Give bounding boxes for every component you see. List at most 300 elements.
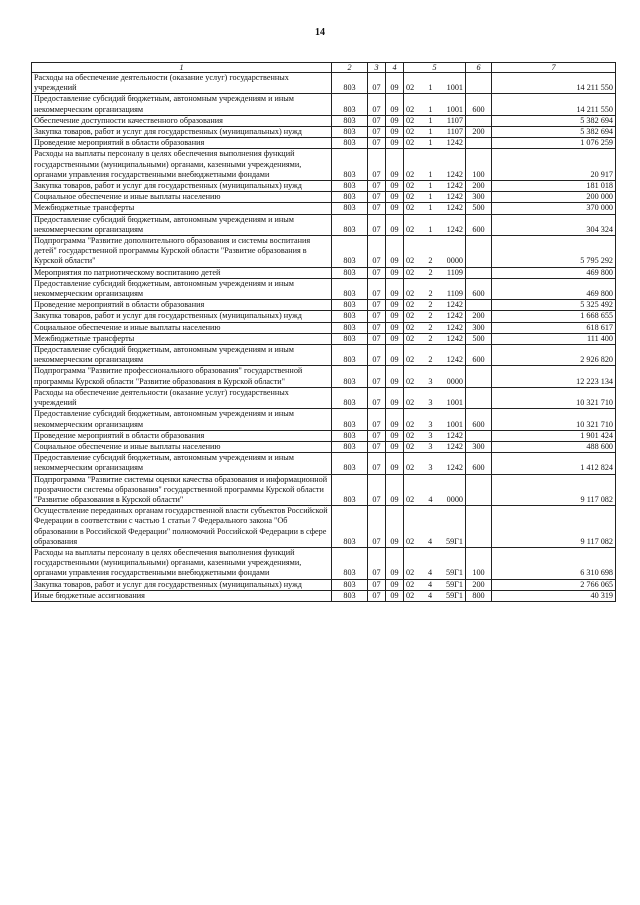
- amount: 10 321 710: [492, 409, 616, 430]
- amount: 111 400: [492, 333, 616, 344]
- table-row: [32, 345, 616, 366]
- row-name: Социальное обеспечение и иные выплаты населению: [32, 322, 332, 333]
- expense-type-code: 200: [466, 181, 492, 192]
- ministry-code: 803: [332, 579, 368, 590]
- target-article-code: [404, 236, 466, 268]
- table-row: [32, 181, 616, 192]
- row-name: Подпрограмма "Развитие профессионального образования" государственной программы Курской области "Развитие образования в Курской области": [32, 366, 332, 387]
- ministry-code: 803: [332, 453, 368, 474]
- subsection-code: 09: [386, 409, 404, 430]
- table-row: [32, 430, 616, 441]
- table-row: [32, 311, 616, 322]
- subsection-code: 09: [386, 345, 404, 366]
- expense-type-code: [466, 300, 492, 311]
- table-row: [32, 203, 616, 214]
- page-number: 14: [315, 27, 325, 38]
- section-code: 07: [368, 181, 386, 192]
- ministry-code: 803: [332, 366, 368, 387]
- subprogram-code: 2: [428, 300, 433, 310]
- section-code: 07: [368, 345, 386, 366]
- direction-code: 59Г1: [445, 536, 463, 546]
- row-name: Иные бюджетные ассигнования: [32, 590, 332, 601]
- row-name: Расходы на выплаты персоналу в целях обеспечения выполнения функций государственными (муниципальными) органами, казенными учреждениями, органами управления государственными внебюджетными фондами: [32, 149, 332, 181]
- target-article-code: [404, 115, 466, 126]
- program-code: 02: [406, 169, 415, 179]
- table-row: [32, 506, 616, 548]
- row-name: Расходы на обеспечение деятельности (оказание услуг) государственных учреждений: [32, 387, 332, 408]
- subsection-code: 09: [386, 300, 404, 311]
- subprogram-code: 1: [428, 169, 433, 179]
- ministry-code: 803: [332, 300, 368, 311]
- ministry-code: 803: [332, 590, 368, 601]
- table-row: [32, 590, 616, 601]
- direction-code: 1242: [446, 430, 463, 440]
- row-name: Межбюджетные трансферты: [32, 333, 332, 344]
- ministry-code: 803: [332, 127, 368, 138]
- target-article-code: [404, 579, 466, 590]
- ministry-code: 803: [332, 311, 368, 322]
- section-code: 07: [368, 192, 386, 203]
- amount: 1 412 824: [492, 453, 616, 474]
- row-name: Межбюджетные трансферты: [32, 203, 332, 214]
- subsection-code: 09: [386, 267, 404, 278]
- expense-type-code: 800: [466, 590, 492, 601]
- direction-code: 59Г1: [445, 590, 463, 600]
- subsection-code: 09: [386, 127, 404, 138]
- expense-type-code: [466, 506, 492, 548]
- subsection-code: 09: [386, 547, 404, 579]
- target-article-code: [404, 333, 466, 344]
- direction-code: 1242: [446, 355, 463, 365]
- amount: 5 382 694: [492, 115, 616, 126]
- table-row: [32, 547, 616, 579]
- direction-code: 1001: [446, 419, 463, 429]
- subprogram-code: 3: [428, 419, 433, 429]
- expense-type-code: 600: [466, 94, 492, 115]
- table-row: [32, 214, 616, 235]
- subprogram-code: 4: [428, 579, 433, 589]
- subsection-code: 09: [386, 579, 404, 590]
- ministry-code: 803: [332, 94, 368, 115]
- expense-type-code: [466, 236, 492, 268]
- direction-code: 1242: [446, 322, 463, 332]
- expense-type-code: 200: [466, 579, 492, 590]
- program-code: 02: [406, 181, 415, 191]
- subprogram-code: 4: [428, 494, 433, 504]
- section-code: 07: [368, 149, 386, 181]
- table-row: [32, 94, 616, 115]
- direction-code: 59Г1: [445, 579, 463, 589]
- subprogram-code: 1: [428, 104, 433, 114]
- program-code: 02: [406, 83, 415, 93]
- section-code: 07: [368, 278, 386, 299]
- program-code: 02: [406, 322, 415, 332]
- subprogram-code: 3: [428, 398, 433, 408]
- amount: 20 917: [492, 149, 616, 181]
- header-row: [32, 63, 616, 73]
- ministry-code: 803: [332, 203, 368, 214]
- section-code: 07: [368, 300, 386, 311]
- subsection-code: 09: [386, 430, 404, 441]
- amount: 14 211 550: [492, 73, 616, 94]
- subprogram-code: 1: [428, 203, 433, 213]
- program-code: 02: [406, 256, 415, 266]
- program-code: 02: [406, 267, 415, 277]
- row-name: Предоставление субсидий бюджетным, автономным учреждениям и иным некоммерческим организациям: [32, 278, 332, 299]
- expense-type-code: [466, 267, 492, 278]
- amount: 5 325 492: [492, 300, 616, 311]
- expense-type-code: 300: [466, 192, 492, 203]
- direction-code: 1109: [446, 267, 463, 277]
- amount: 9 117 082: [492, 506, 616, 548]
- section-code: 07: [368, 127, 386, 138]
- ministry-code: 803: [332, 409, 368, 430]
- direction-code: 1242: [446, 181, 463, 191]
- subprogram-code: 1: [428, 224, 433, 234]
- table-row: [32, 322, 616, 333]
- subsection-code: 09: [386, 278, 404, 299]
- program-code: 02: [406, 311, 415, 321]
- subprogram-code: 4: [428, 568, 433, 578]
- subprogram-code: 1: [428, 115, 433, 125]
- program-code: 02: [406, 138, 415, 148]
- section-code: 07: [368, 409, 386, 430]
- amount: 181 018: [492, 181, 616, 192]
- row-name: Закупка товаров, работ и услуг для государственных (муниципальных) нужд: [32, 181, 332, 192]
- table-row: [32, 127, 616, 138]
- ministry-code: 803: [332, 73, 368, 94]
- program-code: 02: [406, 590, 415, 600]
- section-code: 07: [368, 322, 386, 333]
- table-row: [32, 138, 616, 149]
- expense-type-code: 600: [466, 345, 492, 366]
- target-article-code: [404, 94, 466, 115]
- section-code: 07: [368, 333, 386, 344]
- expense-type-code: [466, 474, 492, 506]
- column-header: 7: [492, 63, 616, 73]
- subsection-code: 09: [386, 474, 404, 506]
- direction-code: 1001: [446, 83, 463, 93]
- subprogram-code: 3: [428, 463, 433, 473]
- subsection-code: 09: [386, 192, 404, 203]
- row-name: Предоставление субсидий бюджетным, автономным учреждениям и иным некоммерческим организациям: [32, 214, 332, 235]
- ministry-code: 803: [332, 387, 368, 408]
- direction-code: 1242: [446, 192, 463, 202]
- target-article-code: [404, 366, 466, 387]
- direction-code: 1242: [446, 463, 463, 473]
- program-code: 02: [406, 494, 415, 504]
- direction-code: 1242: [446, 224, 463, 234]
- direction-code: 0000: [446, 256, 463, 266]
- table-row: [32, 300, 616, 311]
- target-article-code: [404, 311, 466, 322]
- subsection-code: 09: [386, 366, 404, 387]
- target-article-code: [404, 203, 466, 214]
- direction-code: 0000: [446, 494, 463, 504]
- program-code: 02: [406, 192, 415, 202]
- table-row: [32, 366, 616, 387]
- amount: 370 000: [492, 203, 616, 214]
- direction-code: 1107: [446, 127, 463, 137]
- expense-type-code: 600: [466, 214, 492, 235]
- subprogram-code: 2: [428, 267, 433, 277]
- row-name: Предоставление субсидий бюджетным, автономным учреждениям и иным некоммерческим организациям: [32, 345, 332, 366]
- row-name: Проведение мероприятий в области образования: [32, 138, 332, 149]
- section-code: 07: [368, 547, 386, 579]
- section-code: 07: [368, 115, 386, 126]
- subprogram-code: 1: [428, 127, 433, 137]
- amount: 2 926 820: [492, 345, 616, 366]
- program-code: 02: [406, 398, 415, 408]
- target-article-code: [404, 547, 466, 579]
- amount: 2 766 065: [492, 579, 616, 590]
- section-code: 07: [368, 474, 386, 506]
- section-code: 07: [368, 203, 386, 214]
- ministry-code: 803: [332, 267, 368, 278]
- subprogram-code: 1: [428, 138, 433, 148]
- direction-code: 1242: [446, 203, 463, 213]
- target-article-code: [404, 322, 466, 333]
- target-article-code: [404, 149, 466, 181]
- row-name: Предоставление субсидий бюджетным, автономным учреждениям и иным некоммерческим организациям: [32, 409, 332, 430]
- direction-code: 1242: [446, 441, 463, 451]
- expense-type-code: 500: [466, 203, 492, 214]
- direction-code: 1107: [446, 115, 463, 125]
- direction-code: 59Г1: [445, 568, 463, 578]
- subprogram-code: 4: [428, 536, 433, 546]
- target-article-code: [404, 506, 466, 548]
- ministry-code: 803: [332, 192, 368, 203]
- table-row: [32, 115, 616, 126]
- ministry-code: 803: [332, 149, 368, 181]
- section-code: 07: [368, 387, 386, 408]
- expense-type-code: 200: [466, 127, 492, 138]
- subsection-code: 09: [386, 73, 404, 94]
- amount: 9 117 082: [492, 474, 616, 506]
- ministry-code: 803: [332, 474, 368, 506]
- amount: 5 795 292: [492, 236, 616, 268]
- amount: 5 382 694: [492, 127, 616, 138]
- table-row: [32, 333, 616, 344]
- ministry-code: 803: [332, 138, 368, 149]
- expense-type-code: 300: [466, 441, 492, 452]
- program-code: 02: [406, 224, 415, 234]
- ministry-code: 803: [332, 322, 368, 333]
- subprogram-code: 3: [428, 441, 433, 451]
- target-article-code: [404, 278, 466, 299]
- section-code: 07: [368, 430, 386, 441]
- column-header: 4: [386, 63, 404, 73]
- target-article-code: [404, 474, 466, 506]
- expense-type-code: 300: [466, 322, 492, 333]
- row-name: Мероприятия по патриотическому воспитанию детей: [32, 267, 332, 278]
- subsection-code: 09: [386, 214, 404, 235]
- row-name: Обеспечение доступности качественного образования: [32, 115, 332, 126]
- section-code: 07: [368, 590, 386, 601]
- ministry-code: 803: [332, 547, 368, 579]
- target-article-code: [404, 267, 466, 278]
- subsection-code: 09: [386, 94, 404, 115]
- target-article-code: [404, 430, 466, 441]
- section-code: 07: [368, 579, 386, 590]
- subsection-code: 09: [386, 149, 404, 181]
- program-code: 02: [406, 289, 415, 299]
- expense-type-code: [466, 138, 492, 149]
- table-row: [32, 409, 616, 430]
- subsection-code: 09: [386, 333, 404, 344]
- amount: 10 321 710: [492, 387, 616, 408]
- amount: 1 901 424: [492, 430, 616, 441]
- subprogram-code: 4: [428, 590, 433, 600]
- section-code: 07: [368, 138, 386, 149]
- expense-type-code: [466, 387, 492, 408]
- program-code: 02: [406, 333, 415, 343]
- subprogram-code: 2: [428, 322, 433, 332]
- program-code: 02: [406, 463, 415, 473]
- target-article-code: [404, 345, 466, 366]
- direction-code: 1242: [446, 138, 463, 148]
- section-code: 07: [368, 94, 386, 115]
- subprogram-code: 3: [428, 430, 433, 440]
- subprogram-code: 2: [428, 289, 433, 299]
- row-name: Закупка товаров, работ и услуг для государственных (муниципальных) нужд: [32, 311, 332, 322]
- section-code: 07: [368, 441, 386, 452]
- subsection-code: 09: [386, 115, 404, 126]
- ministry-code: 803: [332, 345, 368, 366]
- target-article-code: [404, 181, 466, 192]
- target-article-code: [404, 300, 466, 311]
- program-code: 02: [406, 300, 415, 310]
- direction-code: 1001: [446, 104, 463, 114]
- section-code: 07: [368, 366, 386, 387]
- direction-code: 1242: [446, 311, 463, 321]
- subsection-code: 09: [386, 441, 404, 452]
- direction-code: 0000: [446, 376, 463, 386]
- program-code: 02: [406, 536, 415, 546]
- expense-type-code: [466, 366, 492, 387]
- table-row: [32, 267, 616, 278]
- subsection-code: 09: [386, 322, 404, 333]
- table-row: [32, 192, 616, 203]
- table-row: [32, 453, 616, 474]
- target-article-code: [404, 214, 466, 235]
- expense-type-code: [466, 73, 492, 94]
- direction-code: 1242: [446, 169, 463, 179]
- section-code: 07: [368, 267, 386, 278]
- ministry-code: 803: [332, 214, 368, 235]
- amount: 40 319: [492, 590, 616, 601]
- subprogram-code: 2: [428, 333, 433, 343]
- table-body: [32, 73, 616, 602]
- row-name: Закупка товаров, работ и услуг для государственных (муниципальных) нужд: [32, 579, 332, 590]
- program-code: 02: [406, 355, 415, 365]
- column-header: 6: [466, 63, 492, 73]
- subsection-code: 09: [386, 453, 404, 474]
- program-code: 02: [406, 115, 415, 125]
- subprogram-code: 1: [428, 83, 433, 93]
- table-row: [32, 579, 616, 590]
- expense-type-code: 600: [466, 278, 492, 299]
- expense-type-code: 600: [466, 453, 492, 474]
- row-name: Подпрограмма "Развитие дополнительного образования и системы воспитания детей" государственной программы Курской области "Развитие образования в Курской области": [32, 236, 332, 268]
- row-name: Социальное обеспечение и иные выплаты населению: [32, 192, 332, 203]
- section-code: 07: [368, 236, 386, 268]
- column-header: 5: [404, 63, 466, 73]
- amount: 12 223 134: [492, 366, 616, 387]
- expense-type-code: 100: [466, 149, 492, 181]
- subprogram-code: 2: [428, 311, 433, 321]
- amount: 1 668 655: [492, 311, 616, 322]
- target-article-code: [404, 138, 466, 149]
- amount: 1 076 259: [492, 138, 616, 149]
- target-article-code: [404, 441, 466, 452]
- expense-type-code: 500: [466, 333, 492, 344]
- target-article-code: [404, 409, 466, 430]
- row-name: Предоставление субсидий бюджетным, автономным учреждениям и иным некоммерческим организациям: [32, 453, 332, 474]
- row-name: Проведение мероприятий в области образования: [32, 430, 332, 441]
- direction-code: 1109: [446, 289, 463, 299]
- subsection-code: 09: [386, 138, 404, 149]
- ministry-code: 803: [332, 181, 368, 192]
- subsection-code: 09: [386, 590, 404, 601]
- ministry-code: 803: [332, 441, 368, 452]
- program-code: 02: [406, 104, 415, 114]
- budget-table: [31, 62, 616, 602]
- target-article-code: [404, 590, 466, 601]
- section-code: 07: [368, 214, 386, 235]
- row-name: Подпрограмма "Развитие системы оценки качества образования и информационной прозрачности системы образования" государственной программы Курской области "Развитие образования в Курской области": [32, 474, 332, 506]
- program-code: 02: [406, 441, 415, 451]
- table-row: [32, 149, 616, 181]
- subsection-code: 09: [386, 236, 404, 268]
- subprogram-code: 2: [428, 355, 433, 365]
- target-article-code: [404, 453, 466, 474]
- subprogram-code: 2: [428, 256, 433, 266]
- section-code: 07: [368, 506, 386, 548]
- row-name: Расходы на обеспечение деятельности (оказание услуг) государственных учреждений: [32, 73, 332, 94]
- subprogram-code: 1: [428, 181, 433, 191]
- subsection-code: 09: [386, 203, 404, 214]
- column-header: 2: [332, 63, 368, 73]
- ministry-code: 803: [332, 115, 368, 126]
- amount: 304 324: [492, 214, 616, 235]
- program-code: 02: [406, 127, 415, 137]
- amount: 469 800: [492, 267, 616, 278]
- amount: 488 600: [492, 441, 616, 452]
- table-row: [32, 236, 616, 268]
- ministry-code: 803: [332, 236, 368, 268]
- ministry-code: 803: [332, 506, 368, 548]
- subsection-code: 09: [386, 311, 404, 322]
- program-code: 02: [406, 419, 415, 429]
- ministry-code: 803: [332, 278, 368, 299]
- row-name: Осуществление переданных органам государственной власти субъектов Российской Федерации в соответствии с частью 1 статьи 7 Федерального закона "Об образовании в Российской Федерации" полномочий Российской Федерации в сфере образования: [32, 506, 332, 548]
- amount: 6 310 698: [492, 547, 616, 579]
- expense-type-code: 200: [466, 311, 492, 322]
- row-name: Социальное обеспечение и иные выплаты населению: [32, 441, 332, 452]
- amount: 200 000: [492, 192, 616, 203]
- table-row: [32, 387, 616, 408]
- section-code: 07: [368, 311, 386, 322]
- section-code: 07: [368, 73, 386, 94]
- row-name: Закупка товаров, работ и услуг для государственных (муниципальных) нужд: [32, 127, 332, 138]
- subprogram-code: 3: [428, 376, 433, 386]
- table-row: [32, 278, 616, 299]
- table-row: [32, 73, 616, 94]
- target-article-code: [404, 127, 466, 138]
- amount: 618 617: [492, 322, 616, 333]
- subprogram-code: 1: [428, 192, 433, 202]
